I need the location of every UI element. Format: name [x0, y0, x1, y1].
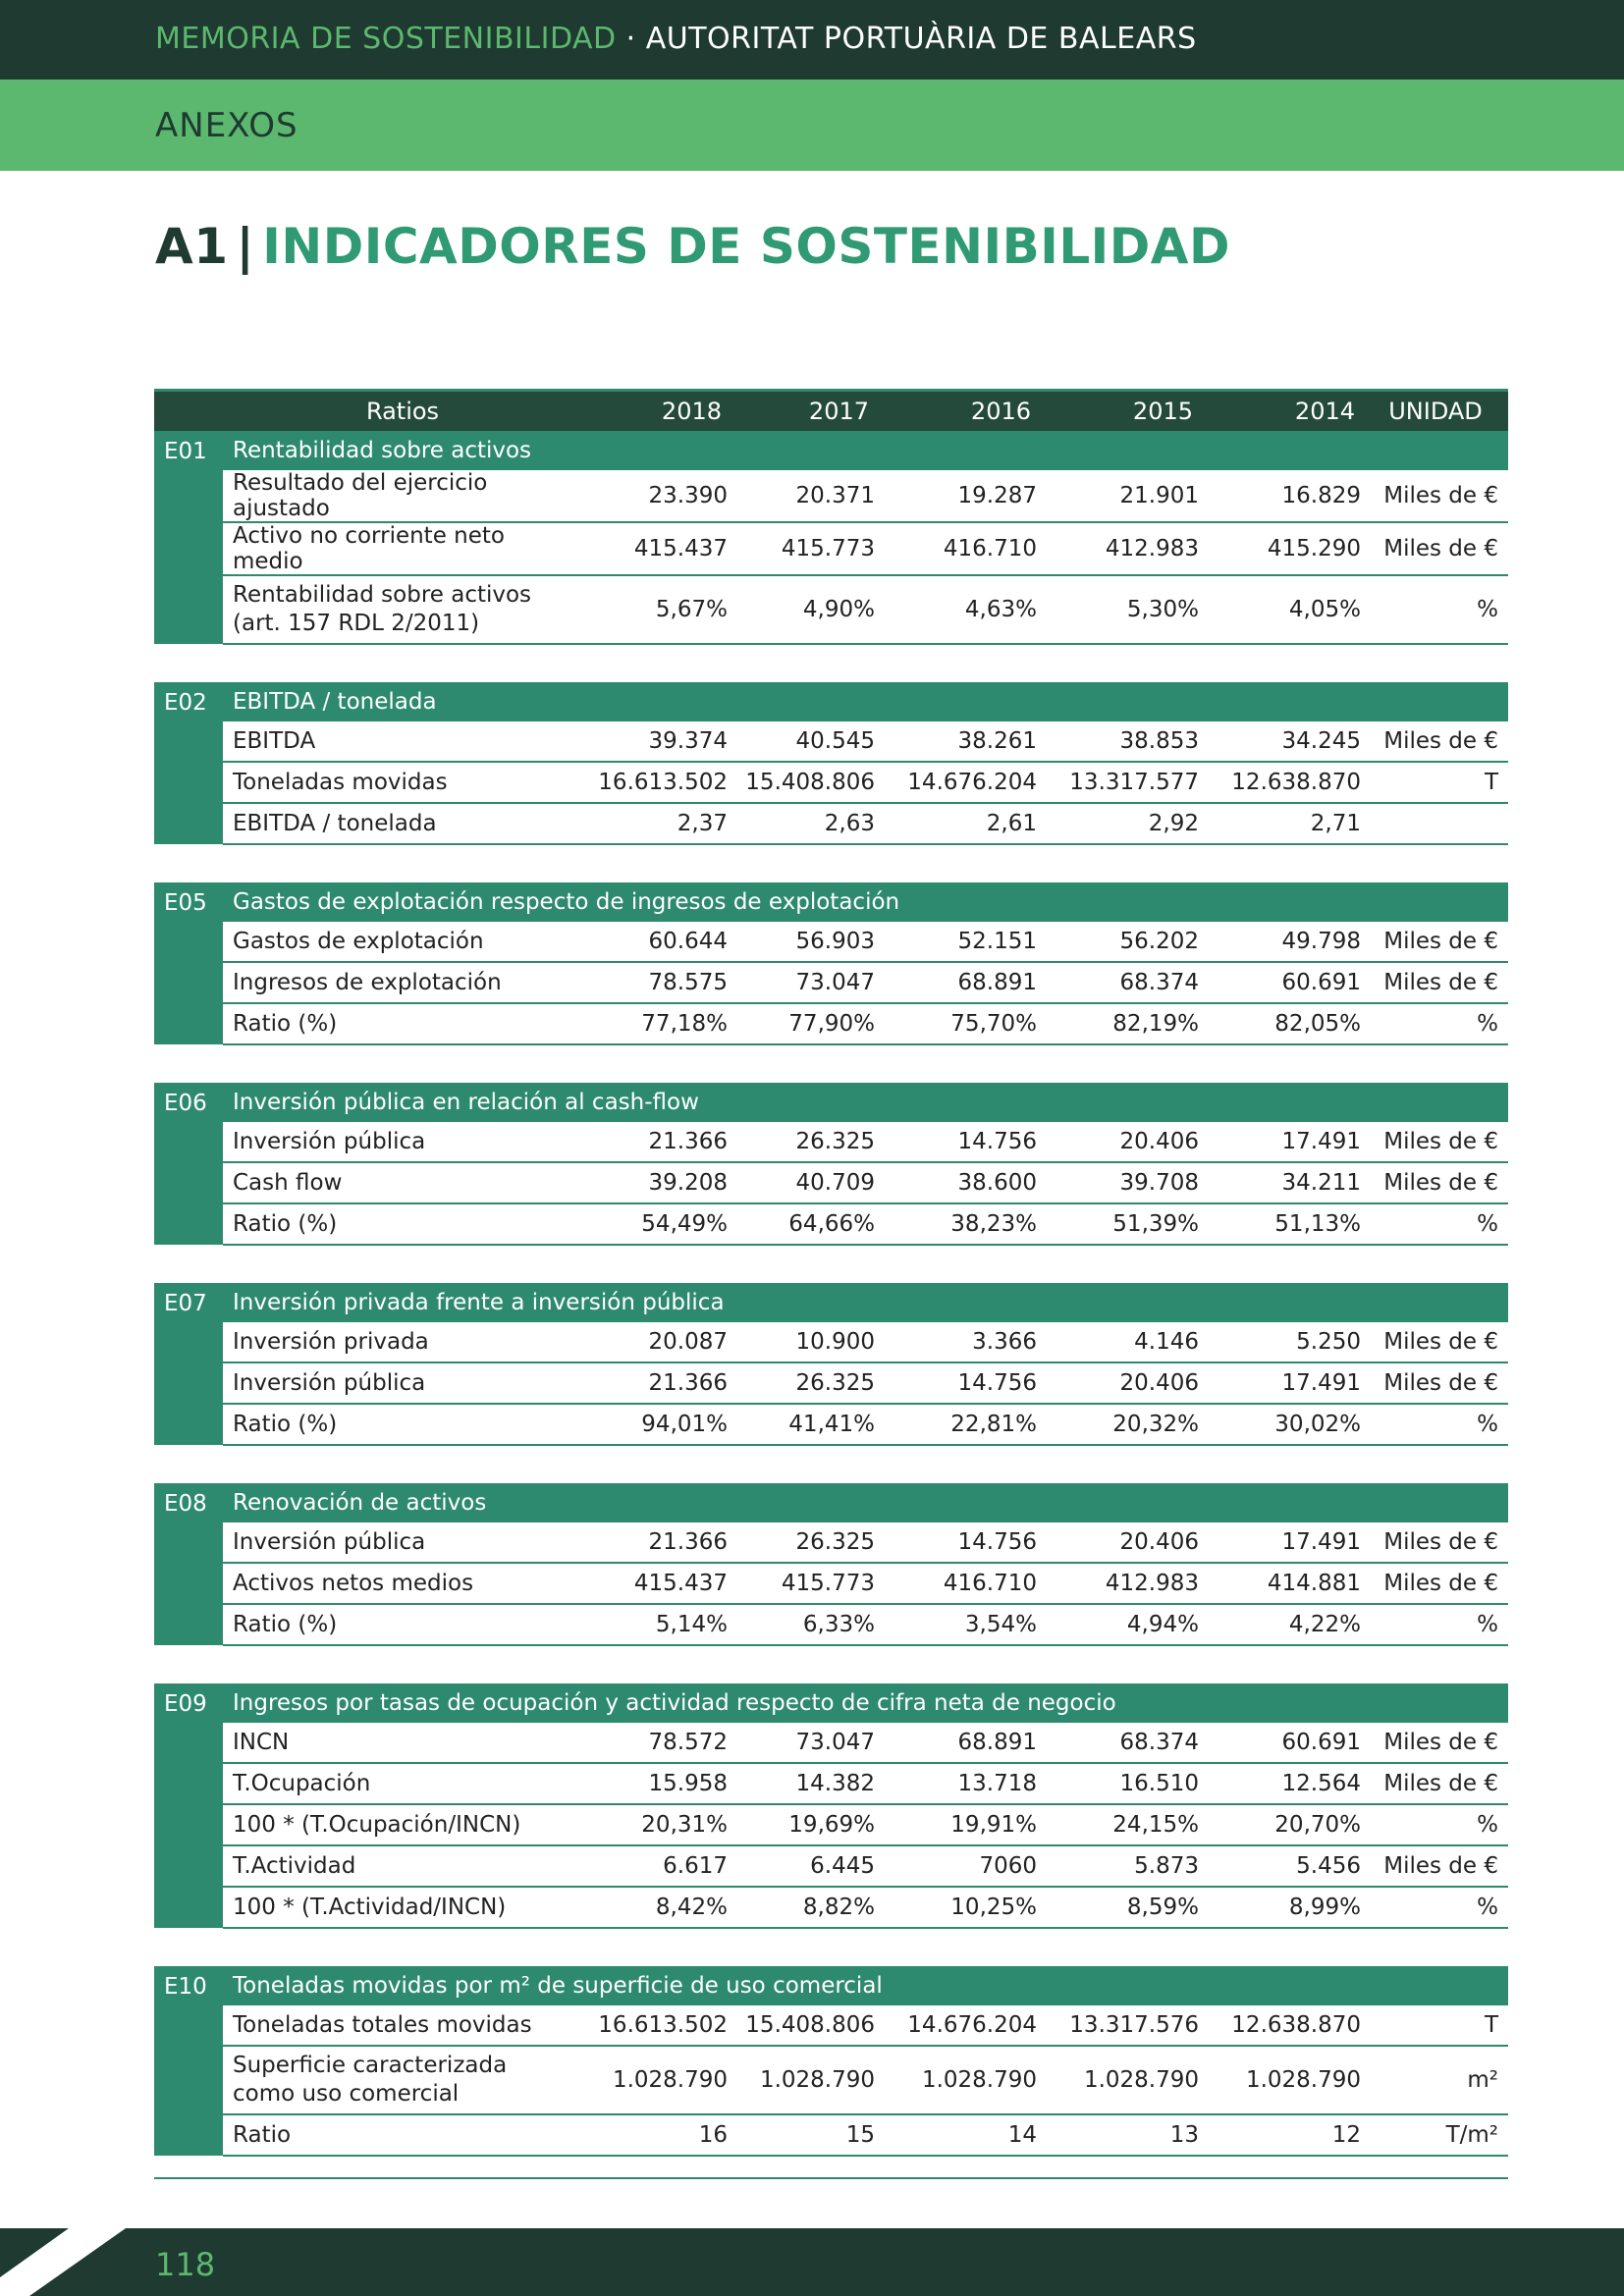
row-value: 12.638.870	[1201, 762, 1363, 803]
row-value: 26.325	[730, 1362, 877, 1404]
row-value: 4,94%	[1039, 1604, 1201, 1645]
row-unit: T/m²	[1363, 2114, 1508, 2156]
row-value: 12.564	[1201, 1763, 1363, 1804]
row-value: 15	[730, 2114, 877, 2156]
heading-code: A1	[155, 218, 229, 275]
row-value: 82,19%	[1039, 1003, 1201, 1044]
row-unit: m²	[1363, 2046, 1508, 2114]
row-value: 13	[1039, 2114, 1201, 2156]
row-value: 4,63%	[877, 575, 1039, 644]
row-value: 17.491	[1201, 1522, 1363, 1563]
row-value: 73.047	[730, 1723, 877, 1763]
document-title-separator: ·	[616, 22, 646, 56]
row-value: 60.691	[1201, 962, 1363, 1003]
table-row	[154, 1404, 1508, 1445]
row-value: 5.873	[1039, 1845, 1201, 1887]
section-code: E05	[154, 882, 223, 1044]
row-value: 15.408.806	[730, 762, 877, 803]
row-value: 39.708	[1039, 1162, 1201, 1203]
row-value: 414.881	[1201, 1563, 1363, 1604]
row-unit: %	[1363, 1003, 1508, 1044]
row-value: 15.408.806	[730, 2005, 877, 2046]
row-value: 60.691	[1201, 1723, 1363, 1763]
row-value: 17.491	[1201, 1122, 1363, 1162]
row-label: Inversión pública	[223, 1122, 582, 1162]
row-value: 60.644	[582, 922, 730, 962]
row-value: 54,49%	[582, 1203, 730, 1245]
bottom-rule	[154, 2177, 1508, 2179]
row-unit: %	[1363, 1404, 1508, 1445]
row-value: 22,81%	[877, 1404, 1039, 1445]
row-value: 8,82%	[730, 1887, 877, 1928]
section-spacer	[154, 1445, 1508, 1483]
header-ratios: Ratios	[223, 391, 582, 432]
row-unit: Miles de €	[1363, 1845, 1508, 1887]
header-2014: 2014	[1201, 391, 1363, 432]
row-value: 21.901	[1039, 470, 1201, 522]
row-label: Ratio	[223, 2114, 582, 2156]
row-label: Rentabilidad sobre activos (art. 157 RDL 2/2011)	[223, 575, 582, 644]
row-unit: T	[1363, 762, 1508, 803]
row-label: Ratio (%)	[223, 1404, 582, 1445]
row-value: 17.491	[1201, 1362, 1363, 1404]
row-unit: Miles de €	[1363, 1162, 1508, 1203]
table-row	[154, 1887, 1508, 1928]
row-value: 16.829	[1201, 470, 1363, 522]
row-value: 415.773	[730, 1563, 877, 1604]
row-value: 20,31%	[582, 1804, 730, 1845]
row-unit: T	[1363, 2005, 1508, 2046]
row-value: 415.290	[1201, 522, 1363, 575]
row-value: 68.374	[1039, 1723, 1201, 1763]
row-value: 13.718	[877, 1763, 1039, 1804]
row-unit: Miles de €	[1363, 962, 1508, 1003]
section-code: E07	[154, 1283, 223, 1445]
row-value: 34.245	[1201, 721, 1363, 762]
row-value: 412.983	[1039, 522, 1201, 575]
row-value: 1.028.790	[582, 2046, 730, 2114]
header-2018: 2018	[582, 391, 730, 432]
section-title: Inversión pública en relación al cash-flow	[223, 1083, 1508, 1122]
table-row	[154, 1003, 1508, 1044]
row-value: 6,33%	[730, 1604, 877, 1645]
row-value: 20.087	[582, 1322, 730, 1362]
row-value: 13.317.576	[1039, 2005, 1201, 2046]
section-title-row	[154, 882, 1508, 922]
row-value: 415.773	[730, 522, 877, 575]
row-value: 5,14%	[582, 1604, 730, 1645]
row-value: 34.211	[1201, 1162, 1363, 1203]
section-code: E10	[154, 1966, 223, 2156]
row-label: Toneladas movidas	[223, 762, 582, 803]
header-code-col	[154, 391, 223, 432]
row-value: 41,41%	[730, 1404, 877, 1445]
table-row	[154, 803, 1508, 844]
row-value: 52.151	[877, 922, 1039, 962]
row-value: 13.317.577	[1039, 762, 1201, 803]
row-value: 4,05%	[1201, 575, 1363, 644]
row-value: 2,71	[1201, 803, 1363, 844]
row-label: 100 * (T.Ocupación/INCN)	[223, 1804, 582, 1845]
document-title-green: MEMORIA DE SOSTENIBILIDAD	[155, 22, 617, 56]
row-value: 14.676.204	[877, 2005, 1039, 2046]
row-unit: Miles de €	[1363, 1563, 1508, 1604]
row-value: 68.374	[1039, 962, 1201, 1003]
row-value: 26.325	[730, 1522, 877, 1563]
row-value: 412.983	[1039, 1563, 1201, 1604]
row-label: Superficie caracterizada como uso comercial	[223, 2046, 582, 2114]
table-row	[154, 721, 1508, 762]
row-value: 15.958	[582, 1763, 730, 1804]
row-value: 30,02%	[1201, 1404, 1363, 1445]
section-code: E01	[154, 431, 223, 644]
row-value: 51,13%	[1201, 1203, 1363, 1245]
row-value: 24,15%	[1039, 1804, 1201, 1845]
section-code: E09	[154, 1683, 223, 1928]
row-value: 2,37	[582, 803, 730, 844]
row-label: Ingresos de explotación	[223, 962, 582, 1003]
page-heading	[155, 218, 1230, 275]
section-title: Toneladas movidas por m² de superficie de uso comercial	[223, 1966, 1508, 2005]
row-label: Ratio (%)	[223, 1003, 582, 1044]
table-row	[154, 762, 1508, 803]
section-title-row	[154, 1683, 1508, 1723]
row-value: 6.445	[730, 1845, 877, 1887]
row-value: 10.900	[730, 1322, 877, 1362]
table-row	[154, 522, 1508, 575]
row-value: 6.617	[582, 1845, 730, 1887]
row-value: 16	[582, 2114, 730, 2156]
table-row	[154, 1723, 1508, 1763]
row-value: 14.756	[877, 1362, 1039, 1404]
table-row	[154, 1162, 1508, 1203]
table-row	[154, 470, 1508, 522]
row-label: Cash flow	[223, 1162, 582, 1203]
row-unit: %	[1363, 1804, 1508, 1845]
row-value: 49.798	[1201, 922, 1363, 962]
row-value: 38.600	[877, 1162, 1039, 1203]
row-label: 100 * (T.Actividad/INCN)	[223, 1887, 582, 1928]
row-value: 416.710	[877, 522, 1039, 575]
section-title: Inversión privada frente a inversión pública	[223, 1283, 1508, 1322]
row-value: 8,42%	[582, 1887, 730, 1928]
row-value: 56.202	[1039, 922, 1201, 962]
row-value: 16.510	[1039, 1763, 1201, 1804]
row-unit: Miles de €	[1363, 922, 1508, 962]
row-label: INCN	[223, 1723, 582, 1763]
row-unit: %	[1363, 575, 1508, 644]
table-row	[154, 2005, 1508, 2046]
row-value: 5.250	[1201, 1322, 1363, 1362]
table-row	[154, 962, 1508, 1003]
row-label: T.Ocupación	[223, 1763, 582, 1804]
row-unit: %	[1363, 1604, 1508, 1645]
row-value: 94,01%	[582, 1404, 730, 1445]
row-value: 415.437	[582, 1563, 730, 1604]
row-unit: Miles de €	[1363, 1122, 1508, 1162]
row-unit: Miles de €	[1363, 1362, 1508, 1404]
section-spacer	[154, 1245, 1508, 1283]
section-spacer	[154, 844, 1508, 882]
section-code: E02	[154, 682, 223, 844]
row-value: 38.261	[877, 721, 1039, 762]
row-value: 8,99%	[1201, 1887, 1363, 1928]
row-unit: Miles de €	[1363, 470, 1508, 522]
row-value: 78.575	[582, 962, 730, 1003]
row-label: Inversión privada	[223, 1322, 582, 1362]
row-value: 5.456	[1201, 1845, 1363, 1887]
row-value: 416.710	[877, 1563, 1039, 1604]
row-value: 14.382	[730, 1763, 877, 1804]
row-value: 20.406	[1039, 1362, 1201, 1404]
row-value: 1.028.790	[730, 2046, 877, 2114]
row-value: 68.891	[877, 1723, 1039, 1763]
row-value: 20,70%	[1201, 1804, 1363, 1845]
section-code: E06	[154, 1083, 223, 1245]
top-header-bar	[0, 0, 1624, 80]
table-row	[154, 1203, 1508, 1245]
section-label: ANEXOS	[155, 106, 298, 145]
row-value: 78.572	[582, 1723, 730, 1763]
table-row	[154, 1604, 1508, 1645]
row-value: 56.903	[730, 922, 877, 962]
row-unit	[1363, 803, 1508, 844]
row-value: 2,92	[1039, 803, 1201, 844]
row-label: Toneladas totales movidas	[223, 2005, 582, 2046]
row-value: 4.146	[1039, 1322, 1201, 1362]
section-spacer	[154, 1645, 1508, 1683]
row-value: 7060	[877, 1845, 1039, 1887]
row-value: 73.047	[730, 962, 877, 1003]
row-value: 20.406	[1039, 1522, 1201, 1563]
row-value: 415.437	[582, 522, 730, 575]
row-value: 1.028.790	[1039, 2046, 1201, 2114]
table-row	[154, 1122, 1508, 1162]
table-row	[154, 1763, 1508, 1804]
heading-separator: |	[236, 218, 255, 275]
row-unit: Miles de €	[1363, 1322, 1508, 1362]
row-unit: Miles de €	[1363, 721, 1508, 762]
row-label: Activo no corriente neto medio	[223, 522, 582, 575]
header-2015: 2015	[1039, 391, 1201, 432]
row-label: Resultado del ejercicio ajustado	[223, 470, 582, 522]
section-spacer	[154, 644, 1508, 682]
row-value: 20,32%	[1039, 1404, 1201, 1445]
row-label: Ratio (%)	[223, 1203, 582, 1245]
row-value: 19,69%	[730, 1804, 877, 1845]
row-value: 10,25%	[877, 1887, 1039, 1928]
section-spacer	[154, 1928, 1508, 1966]
row-unit: Miles de €	[1363, 1522, 1508, 1563]
header-2016: 2016	[877, 391, 1039, 432]
footer-slash-decoration	[0, 2228, 128, 2296]
row-value: 21.366	[582, 1362, 730, 1404]
row-value: 1.028.790	[877, 2046, 1039, 2114]
document-title-white: AUTORITAT PORTUÀRIA DE BALEARS	[645, 22, 1197, 56]
row-value: 4,22%	[1201, 1604, 1363, 1645]
indicators-table	[154, 389, 1508, 2157]
row-value: 16.613.502	[582, 762, 730, 803]
document-title	[155, 22, 1197, 56]
row-value: 77,18%	[582, 1003, 730, 1044]
section-title-row	[154, 682, 1508, 721]
section-title-row	[154, 1483, 1508, 1522]
row-value: 16.613.502	[582, 2005, 730, 2046]
section-title: Ingresos por tasas de ocupación y actividad respecto de cifra neta de negocio	[223, 1683, 1508, 1723]
row-value: 38.853	[1039, 721, 1201, 762]
header-unidad: UNIDAD	[1363, 391, 1508, 432]
row-unit: %	[1363, 1203, 1508, 1245]
row-value: 40.709	[730, 1162, 877, 1203]
row-value: 26.325	[730, 1122, 877, 1162]
row-value: 21.366	[582, 1522, 730, 1563]
section-bar	[0, 80, 1624, 171]
row-value: 82,05%	[1201, 1003, 1363, 1044]
row-value: 14	[877, 2114, 1039, 2156]
row-label: T.Actividad	[223, 1845, 582, 1887]
footer-bar	[0, 2228, 1624, 2296]
table-row	[154, 922, 1508, 962]
heading-text: INDICADORES DE SOSTENIBILIDAD	[262, 218, 1230, 275]
row-label: Ratio (%)	[223, 1604, 582, 1645]
row-label: Inversión pública	[223, 1522, 582, 1563]
row-value: 75,70%	[877, 1003, 1039, 1044]
row-label: EBITDA	[223, 721, 582, 762]
row-value: 2,61	[877, 803, 1039, 844]
row-value: 2,63	[730, 803, 877, 844]
table-row	[154, 1522, 1508, 1563]
row-value: 39.208	[582, 1162, 730, 1203]
row-value: 19,91%	[877, 1804, 1039, 1845]
table-row	[154, 2114, 1508, 2156]
row-value: 51,39%	[1039, 1203, 1201, 1245]
row-value: 38,23%	[877, 1203, 1039, 1245]
row-unit: Miles de €	[1363, 522, 1508, 575]
row-value: 14.676.204	[877, 762, 1039, 803]
row-value: 68.891	[877, 962, 1039, 1003]
header-2017: 2017	[730, 391, 877, 432]
section-title: EBITDA / tonelada	[223, 682, 1508, 721]
row-value: 1.028.790	[1201, 2046, 1363, 2114]
row-value: 40.545	[730, 721, 877, 762]
row-unit: Miles de €	[1363, 1723, 1508, 1763]
table-row	[154, 1804, 1508, 1845]
table-row	[154, 2046, 1508, 2114]
row-value: 64,66%	[730, 1203, 877, 1245]
row-value: 14.756	[877, 1522, 1039, 1563]
row-value: 23.390	[582, 470, 730, 522]
row-value: 5,67%	[582, 575, 730, 644]
row-label: EBITDA / tonelada	[223, 803, 582, 844]
section-code: E08	[154, 1483, 223, 1645]
row-value: 39.374	[582, 721, 730, 762]
indicators-table-container	[154, 389, 1508, 2157]
row-value: 21.366	[582, 1122, 730, 1162]
table-row	[154, 1563, 1508, 1604]
row-value: 3.366	[877, 1322, 1039, 1362]
row-label: Activos netos medios	[223, 1563, 582, 1604]
row-value: 14.756	[877, 1122, 1039, 1162]
section-title-row	[154, 1966, 1508, 2005]
section-title: Renovación de activos	[223, 1483, 1508, 1522]
section-title-row	[154, 1283, 1508, 1322]
table-row	[154, 1362, 1508, 1404]
table-row	[154, 575, 1508, 644]
table-row	[154, 1845, 1508, 1887]
row-value: 77,90%	[730, 1003, 877, 1044]
row-value: 12	[1201, 2114, 1363, 2156]
section-spacer	[154, 1044, 1508, 1083]
row-value: 5,30%	[1039, 575, 1201, 644]
row-value: 8,59%	[1039, 1887, 1201, 1928]
row-value: 4,90%	[730, 575, 877, 644]
section-title-row	[154, 431, 1508, 470]
section-title: Gastos de explotación respecto de ingresos de explotación	[223, 882, 1508, 922]
row-label: Inversión pública	[223, 1362, 582, 1404]
row-value: 19.287	[877, 470, 1039, 522]
row-value: 3,54%	[877, 1604, 1039, 1645]
section-title-row	[154, 1083, 1508, 1122]
table-row	[154, 1322, 1508, 1362]
row-unit: Miles de €	[1363, 1763, 1508, 1804]
row-unit: %	[1363, 1887, 1508, 1928]
section-title: Rentabilidad sobre activos	[223, 431, 1508, 470]
page-number: 118	[155, 2246, 216, 2283]
row-label: Gastos de explotación	[223, 922, 582, 962]
row-value: 12.638.870	[1201, 2005, 1363, 2046]
table-header-row	[154, 391, 1508, 432]
row-value: 20.371	[730, 470, 877, 522]
row-value: 20.406	[1039, 1122, 1201, 1162]
table-body	[154, 431, 1508, 2156]
